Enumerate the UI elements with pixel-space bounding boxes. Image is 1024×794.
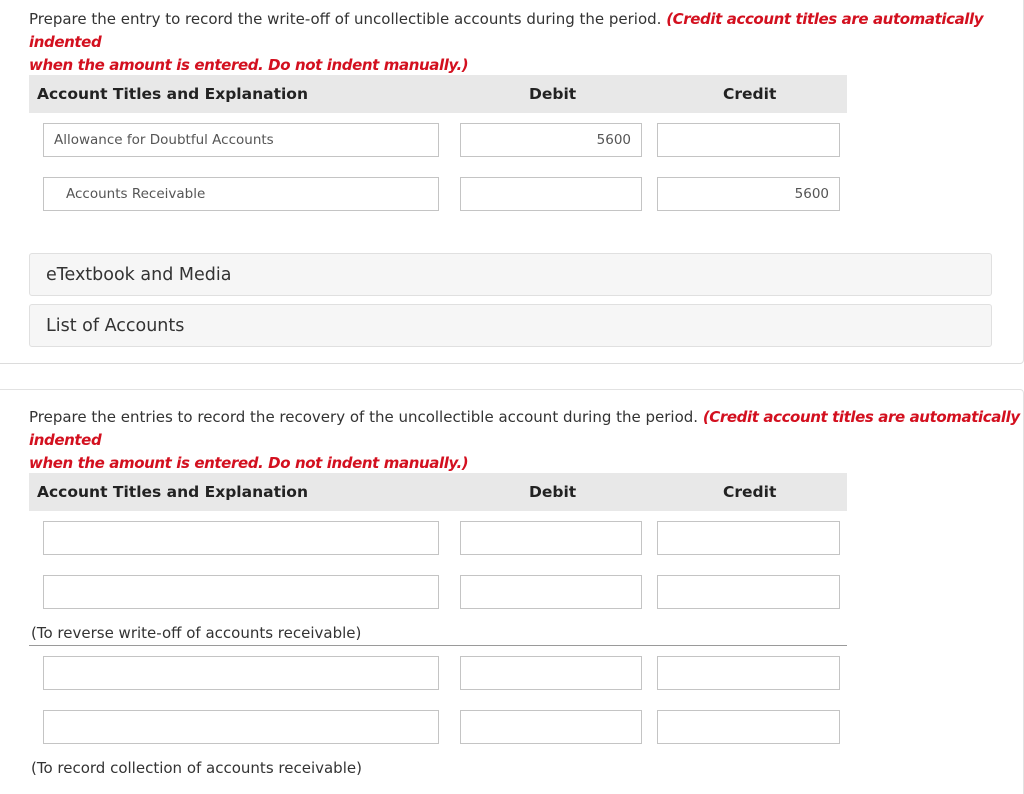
account-title-input[interactable] [43,123,439,157]
account-title-input[interactable] [43,710,439,744]
recovery-question-card [0,389,1024,794]
account-title-input[interactable] [43,575,439,609]
header-account-titles: Account Titles and Explanation [37,483,308,501]
debit-input[interactable] [460,521,642,555]
indent-note-cont: when the amount is entered. Do not indent manually.) [29,454,469,472]
credit-input[interactable] [657,177,840,211]
debit-input[interactable] [460,177,642,211]
header-debit: Debit [529,483,577,501]
list-of-accounts-label: List of Accounts [46,316,185,336]
entry-divider [29,645,847,646]
indent-note: (Credit account titles are automatically indented [29,10,984,51]
entry-explanation: (To record collection of accounts receivable) [31,759,362,777]
debit-input[interactable] [460,123,642,157]
write-off-instruction [29,8,1023,77]
credit-input[interactable] [657,521,840,555]
credit-input[interactable] [657,710,840,744]
entry-explanation: (To reverse write-off of accounts receivable) [31,624,362,642]
instruction-text: Prepare the entries to record the recovery of the uncollectible account during the period. [29,408,699,426]
indent-note-cont: when the amount is entered. Do not indent manually.) [29,56,469,74]
account-title-input[interactable] [43,521,439,555]
debit-input[interactable] [460,710,642,744]
account-title-input[interactable] [43,177,439,211]
debit-input[interactable] [460,656,642,690]
instruction-text: Prepare the entry to record the write-off of uncollectible accounts during the period. [29,10,662,28]
etextbook-label: eTextbook and Media [46,265,232,285]
header-credit: Credit [723,85,777,103]
etextbook-media-accordion[interactable] [29,253,992,296]
header-debit: Debit [529,85,577,103]
credit-input[interactable] [657,123,840,157]
journal-table-header [29,473,847,511]
indent-note: (Credit account titles are automatically indented [29,408,1020,449]
list-of-accounts-accordion[interactable] [29,304,992,347]
write-off-question-card [0,0,1024,364]
credit-input[interactable] [657,656,840,690]
credit-input[interactable] [657,575,840,609]
debit-input[interactable] [460,575,642,609]
header-account-titles: Account Titles and Explanation [37,85,308,103]
account-title-input[interactable] [43,656,439,690]
recovery-instruction [29,406,1023,475]
header-credit: Credit [723,483,777,501]
journal-table-header [29,75,847,113]
